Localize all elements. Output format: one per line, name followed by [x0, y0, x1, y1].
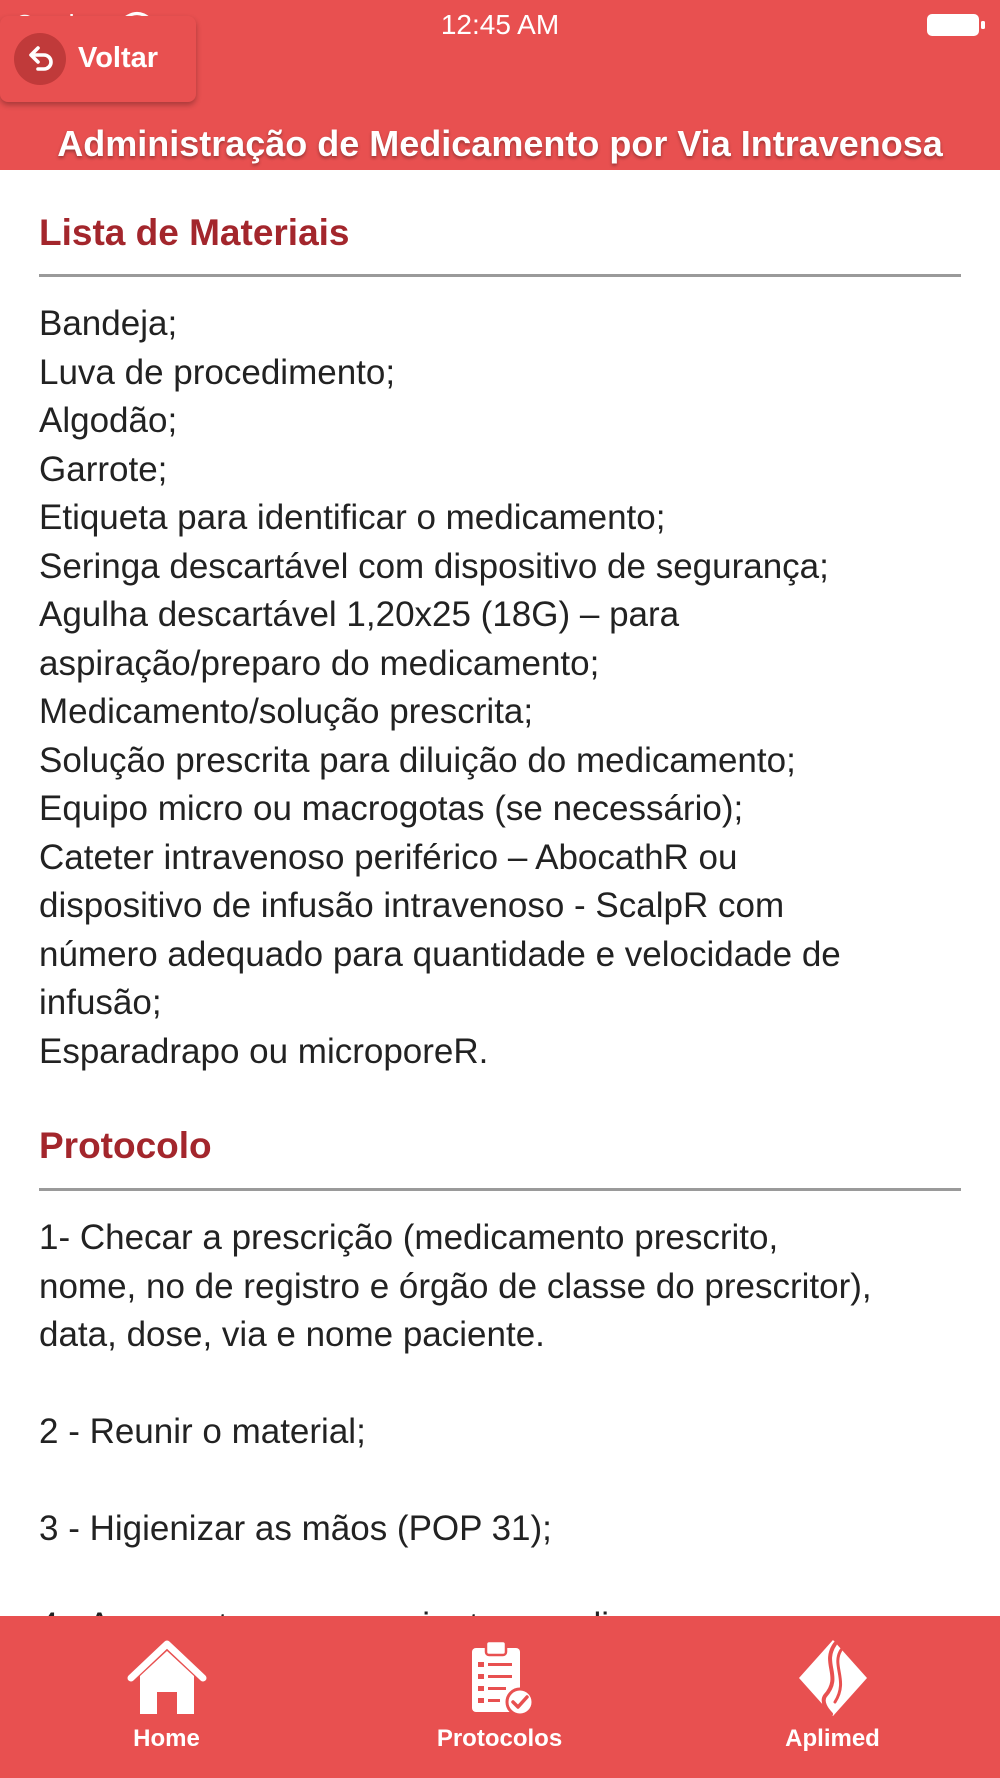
tab-protocolos-label: Protocolos: [436, 1725, 563, 1752]
aplimed-logo-icon: [791, 1636, 875, 1720]
clock: 12:45 AM: [440, 9, 560, 40]
text-line: aspiração/preparo do medicamento;: [39, 643, 600, 683]
tab-aplimed[interactable]: [666, 1616, 999, 1778]
blank-line: [39, 1554, 979, 1603]
content-scroll-area[interactable]: [0, 170, 1000, 1616]
clipboard-check-icon: [458, 1636, 542, 1720]
tab-home-label: Home: [133, 1725, 200, 1752]
text-line: data, dose, via e nome paciente.: [39, 1315, 545, 1354]
header: [0, 0, 1000, 170]
battery-icon: [926, 12, 986, 38]
text-line: nome, no de registro e órgão de classe do prescritor),: [39, 1266, 872, 1306]
text-line: dispositivo de infusão intravenoso - ScalpR com: [39, 886, 785, 925]
text-line: Esparadrapo ou microporeR.: [39, 1031, 489, 1071]
text-line: Seringa descartável com dispositivo de segurança;: [39, 546, 829, 586]
protocol-divider: [39, 1188, 961, 1191]
back-button[interactable]: [0, 16, 196, 102]
text-line: Cateter intravenoso periférico – AbocathR ou: [39, 837, 738, 877]
text-line: Luva de procedimento;: [39, 352, 396, 392]
text-line: Solução prescrita para diluição do medicamento;: [39, 740, 796, 780]
materials-divider: [39, 274, 961, 277]
text-line: Bandeja;: [39, 304, 178, 343]
text-line: infusão;: [39, 983, 162, 1022]
back-arrow-icon: [14, 33, 66, 85]
back-button-label: Voltar: [78, 42, 159, 74]
text-line: Equipo micro ou macrogotas (se necessário);: [39, 789, 744, 828]
home-icon: [125, 1636, 209, 1720]
text-line: Medicamento/solução prescrita;: [39, 692, 534, 731]
page-title: Administração de Medicamento por Via Intravenosa: [57, 123, 943, 164]
text-line: 1- Checar a prescrição (medicamento prescrito,: [39, 1218, 779, 1257]
tab-bar: [0, 1616, 1000, 1778]
tab-aplimed-label: Aplimed: [785, 1725, 880, 1752]
blank-line: [39, 1360, 979, 1409]
protocol-steps: [39, 1214, 979, 1651]
text-line: Etiqueta para identificar o medicamento;: [39, 498, 666, 537]
text-line: Garrote;: [39, 449, 168, 489]
text-line: número adequado para quantidade e velocidade de: [39, 934, 841, 974]
blank-line: [39, 1457, 979, 1506]
materials-list: [39, 300, 979, 1076]
tab-home[interactable]: [0, 1616, 333, 1778]
text-line: 2 - Reunir o material;: [39, 1412, 366, 1451]
text-line: 3 - Higienizar as mãos (POP 31);: [39, 1509, 552, 1548]
protocol-section-title: Protocolo: [39, 1125, 212, 1166]
materials-section-title: Lista de Materiais: [39, 212, 350, 253]
text-line: Agulha descartável 1,20x25 (18G) – para: [39, 595, 680, 634]
tab-protocolos[interactable]: [333, 1616, 666, 1778]
text-line: Algodão;: [39, 401, 178, 440]
